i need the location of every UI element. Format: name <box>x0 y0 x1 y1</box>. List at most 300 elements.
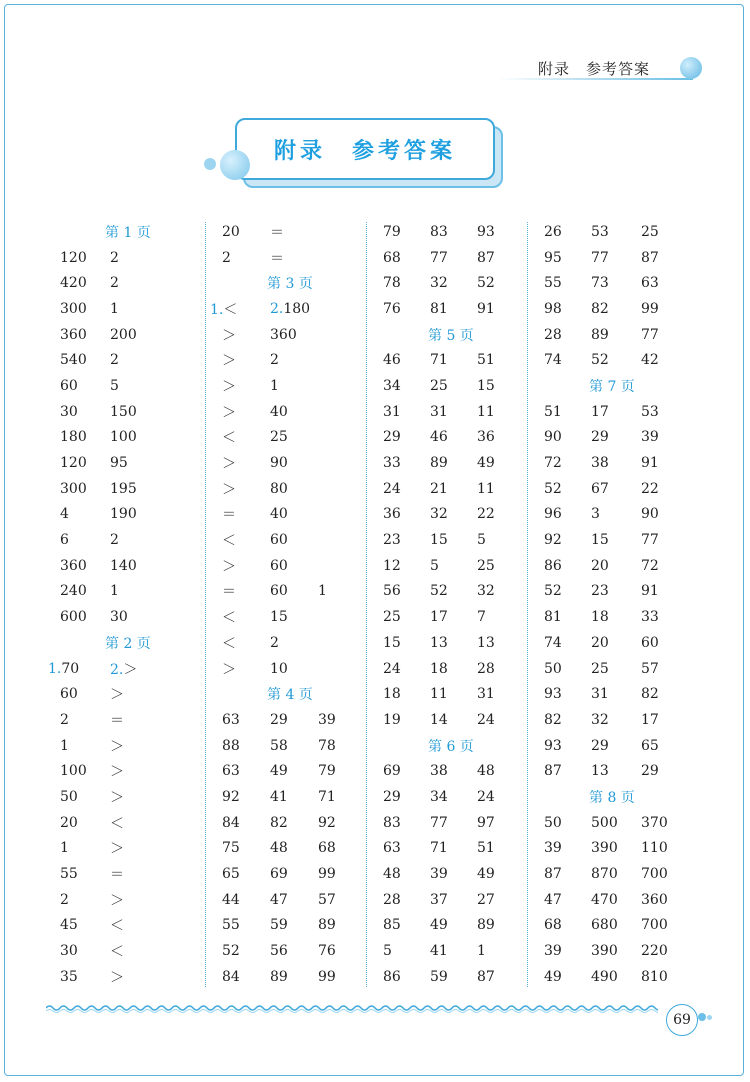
answer-cell <box>222 479 270 499</box>
answer-row <box>383 245 517 271</box>
answer-cell <box>222 427 270 447</box>
answer-value: 810 <box>641 968 668 985</box>
answer-row <box>222 450 358 476</box>
answer-row <box>222 579 358 605</box>
answer-value: ＞ <box>222 327 236 344</box>
answer-cell <box>430 378 477 394</box>
answer-cell <box>270 738 318 754</box>
answer-cell <box>430 275 477 291</box>
answer-cell <box>477 609 517 625</box>
answer-value: 63 <box>641 275 659 292</box>
answer-value: 13 <box>430 634 448 651</box>
answer-cell <box>222 376 270 396</box>
answer-cell <box>430 866 477 882</box>
answer-row <box>60 373 155 399</box>
section-label: 第 8 页 <box>589 789 635 806</box>
answer-value: 28 <box>544 326 562 343</box>
answer-row <box>383 836 517 862</box>
answer-row <box>222 784 358 810</box>
answer-cell <box>270 789 318 805</box>
answer-value: 23 <box>383 532 401 549</box>
answer-value: 25 <box>477 557 495 574</box>
answer-cell <box>383 583 430 599</box>
answer-value: 26 <box>544 223 562 240</box>
answer-value: 83 <box>430 223 448 240</box>
answer-cell <box>60 917 110 933</box>
answer-cell <box>430 481 477 497</box>
answer-value: 2 <box>60 891 69 908</box>
answer-value: 22 <box>641 480 659 497</box>
answer-value: 680 <box>591 917 618 934</box>
answer-value: 55 <box>544 275 562 292</box>
answer-value: 60 <box>270 532 288 549</box>
answer-row <box>544 219 681 245</box>
answer-value: 34 <box>383 377 401 394</box>
footer-wave-ornament <box>46 1002 658 1016</box>
answer-value: 18 <box>383 686 401 703</box>
answer-cell <box>430 455 477 471</box>
answer-cell <box>270 840 318 856</box>
answer-cell <box>544 250 591 266</box>
answer-cell <box>110 736 155 756</box>
answer-value: 72 <box>544 455 562 472</box>
answer-value: ＝ <box>270 224 284 241</box>
answer-cell <box>544 635 591 651</box>
answer-cell <box>60 327 110 343</box>
answer-row <box>60 964 155 990</box>
answer-value: ＜ <box>222 430 236 447</box>
answer-cell <box>383 917 430 933</box>
answer-cell <box>110 710 155 730</box>
answer-value: 14 <box>430 711 448 728</box>
answer-row <box>222 964 358 990</box>
answer-row <box>383 861 517 887</box>
answer-cell <box>477 943 517 959</box>
answer-cell <box>383 609 430 625</box>
answer-value: 24 <box>477 788 495 805</box>
answer-cell <box>477 404 517 420</box>
answer-value: 25 <box>270 429 288 446</box>
answer-value: 25 <box>641 223 659 240</box>
answer-value: 18 <box>591 609 609 626</box>
answer-value: ＞ <box>123 661 138 678</box>
answer-value: 24 <box>383 480 401 497</box>
answer-cell <box>222 917 270 933</box>
answer-row <box>60 347 155 373</box>
answer-value: 39 <box>430 866 448 883</box>
answer-value: 87 <box>477 968 495 985</box>
answer-cell <box>222 633 270 653</box>
answer-cell <box>222 224 270 240</box>
answer-cell <box>641 738 681 754</box>
answer-value: 63 <box>383 840 401 857</box>
answer-cell <box>318 917 358 933</box>
answer-value: 91 <box>641 583 659 600</box>
answer-value: 91 <box>477 300 495 317</box>
answer-cell <box>591 686 641 702</box>
answer-row <box>222 758 358 784</box>
answer-value: ＞ <box>110 738 124 755</box>
answer-value: 38 <box>430 763 448 780</box>
answer-row <box>383 399 517 425</box>
answer-value: 35 <box>60 968 78 985</box>
answer-value: 89 <box>430 455 448 472</box>
answer-row <box>60 784 155 810</box>
answer-value: 2 <box>110 249 119 266</box>
answer-cell <box>110 532 155 548</box>
answer-row <box>383 784 517 810</box>
answer-row <box>544 758 681 784</box>
answer-row <box>383 681 517 707</box>
answer-cell <box>383 969 430 985</box>
answer-value: 2 <box>60 711 69 728</box>
answer-cell <box>477 455 517 471</box>
answer-row <box>544 938 681 964</box>
answer-value: 490 <box>591 968 618 985</box>
answer-value: 49 <box>477 455 495 472</box>
answer-value: 99 <box>318 866 336 883</box>
answer-cell <box>430 352 477 368</box>
answer-value: 29 <box>591 429 609 446</box>
answer-cell <box>430 763 477 779</box>
section-label-row <box>222 270 358 296</box>
answer-value: 30 <box>60 943 78 960</box>
answer-value: 1 <box>60 737 69 754</box>
answer-value: 220 <box>641 943 668 960</box>
answer-cell <box>641 917 681 933</box>
answer-cell <box>110 609 155 625</box>
answer-value: 49 <box>270 763 288 780</box>
answer-cell <box>318 866 358 882</box>
answer-value: ＞ <box>222 378 236 395</box>
answer-cell <box>641 404 681 420</box>
answer-row <box>544 964 681 990</box>
section-label-row <box>383 733 517 759</box>
answer-row <box>544 604 681 630</box>
answer-value: 93 <box>477 223 495 240</box>
answer-value: 81 <box>430 300 448 317</box>
answer-cell <box>270 248 318 268</box>
answer-row <box>222 373 358 399</box>
answer-cell <box>477 378 517 394</box>
answer-cell <box>222 402 270 422</box>
answer-cell <box>641 352 681 368</box>
answer-value: 1 <box>110 300 119 317</box>
answer-value: ＝ <box>110 867 124 884</box>
answer-cell <box>222 504 270 524</box>
answer-cell <box>383 224 430 240</box>
answer-value: 74 <box>544 352 562 369</box>
answer-cell <box>383 943 430 959</box>
answer-row <box>60 399 155 425</box>
answer-cell <box>477 558 517 574</box>
answer-cell <box>591 943 641 959</box>
answer-row <box>222 707 358 733</box>
answer-value: 96 <box>544 506 562 523</box>
answer-value: 39 <box>641 429 659 446</box>
answer-row <box>60 810 155 836</box>
answer-value: 77 <box>430 249 448 266</box>
answer-cell <box>544 943 591 959</box>
answer-value: 65 <box>641 737 659 754</box>
answer-cell <box>60 609 110 625</box>
answer-row <box>222 219 358 245</box>
answer-row <box>383 707 517 733</box>
answer-value: 68 <box>383 249 401 266</box>
answer-row <box>544 502 681 528</box>
answer-cell <box>477 917 517 933</box>
answer-row <box>60 758 155 784</box>
answer-row <box>544 579 681 605</box>
answer-cell <box>544 763 591 779</box>
question-number: 1. <box>210 301 224 318</box>
answer-cell <box>60 840 110 856</box>
answer-cell <box>591 661 641 677</box>
answer-value: 33 <box>641 609 659 626</box>
answer-value: 50 <box>60 788 78 805</box>
answer-cell <box>477 532 517 548</box>
answer-cell <box>477 712 517 728</box>
answer-value: 1 <box>477 943 486 960</box>
answer-value: 82 <box>591 300 609 317</box>
answer-cell <box>477 429 517 445</box>
answer-value: 300 <box>60 300 87 317</box>
answer-cell <box>60 815 110 831</box>
answer-value: 120 <box>60 249 87 266</box>
answer-cell <box>383 352 430 368</box>
answer-column-4 <box>544 219 681 990</box>
answer-value: 92 <box>318 814 336 831</box>
answer-cell <box>477 969 517 985</box>
answer-value: 5 <box>110 377 119 394</box>
answer-row <box>222 527 358 553</box>
answer-value: 29 <box>641 763 659 780</box>
answer-value: 72 <box>641 557 659 574</box>
answer-cell <box>270 583 318 599</box>
answer-value: 390 <box>591 840 618 857</box>
header-rule <box>498 78 693 80</box>
answer-value: 30 <box>60 403 78 420</box>
answer-cell <box>383 378 430 394</box>
answer-value: 21 <box>430 480 448 497</box>
answer-value: 82 <box>544 711 562 728</box>
answer-cell <box>270 222 318 242</box>
answer-cell <box>641 969 681 985</box>
answer-value: 12 <box>383 557 401 574</box>
answer-value: ＞ <box>110 969 124 986</box>
answer-cell <box>110 787 155 807</box>
answer-cell <box>110 915 155 935</box>
answer-value: 360 <box>60 326 87 343</box>
answer-value: ＜ <box>110 918 124 935</box>
answer-cell <box>60 943 110 959</box>
answer-cell <box>383 275 430 291</box>
answer-cell <box>60 250 110 266</box>
answer-value: ＞ <box>110 841 124 858</box>
answer-row <box>544 810 681 836</box>
answer-cell <box>430 840 477 856</box>
answer-value: 22 <box>477 506 495 523</box>
answer-cell <box>318 583 358 599</box>
answer-cell <box>110 481 155 497</box>
answer-row <box>60 553 155 579</box>
answer-cell <box>544 917 591 933</box>
answer-cell <box>270 352 318 368</box>
answer-value: ＜ <box>110 944 124 961</box>
answer-row <box>222 656 358 682</box>
answer-row <box>222 913 358 939</box>
answer-value: 67 <box>591 480 609 497</box>
answer-row <box>544 322 681 348</box>
answer-cell <box>591 840 641 856</box>
answer-cell <box>318 840 358 856</box>
answer-cell <box>477 763 517 779</box>
answer-row <box>383 450 517 476</box>
answer-cell <box>591 404 641 420</box>
answer-cell <box>477 686 517 702</box>
question-number: 2. <box>270 300 284 317</box>
answer-row <box>222 604 358 630</box>
answer-value: 24 <box>477 711 495 728</box>
answer-row <box>383 604 517 630</box>
answer-value: 56 <box>383 583 401 600</box>
answer-cell <box>544 455 591 471</box>
answer-value: 18 <box>430 660 448 677</box>
section-label-row <box>222 681 358 707</box>
answer-cell <box>641 429 681 445</box>
answer-value: 15 <box>477 377 495 394</box>
section-label: 第 3 页 <box>267 276 313 293</box>
answer-value: 50 <box>544 660 562 677</box>
answer-cell <box>222 659 270 679</box>
answer-value: 76 <box>383 300 401 317</box>
answer-cell <box>430 250 477 266</box>
answer-cell <box>591 609 641 625</box>
answer-cell <box>222 530 270 550</box>
answer-cell <box>318 789 358 805</box>
answer-cell <box>110 558 155 574</box>
answer-cell <box>641 815 681 831</box>
answer-cell <box>544 275 591 291</box>
answer-value: 87 <box>544 866 562 883</box>
answer-cell <box>222 763 270 779</box>
answer-cell <box>591 327 641 343</box>
answer-cell <box>60 506 110 522</box>
answer-value: 89 <box>477 917 495 934</box>
answer-cell <box>110 352 155 368</box>
answer-cell <box>591 532 641 548</box>
answer-value: 76 <box>318 943 336 960</box>
answer-value: 7 <box>477 609 486 626</box>
answer-cell <box>383 532 430 548</box>
answer-row <box>222 836 358 862</box>
answer-value: 40 <box>270 506 288 523</box>
answer-cell <box>641 609 681 625</box>
answer-cell <box>641 635 681 651</box>
answer-cell <box>641 532 681 548</box>
answer-value: 40 <box>270 403 288 420</box>
answer-value: 82 <box>270 814 288 831</box>
answer-cell <box>591 429 641 445</box>
answer-cell <box>383 892 430 908</box>
page-number-dot <box>698 1013 706 1021</box>
answer-row <box>60 322 155 348</box>
answer-cell <box>270 635 318 651</box>
answer-value: 63 <box>222 763 240 780</box>
answer-row <box>60 681 155 707</box>
answer-value: 120 <box>60 455 87 472</box>
banner-title: 附录 参考答案 <box>273 138 456 164</box>
answer-value: 89 <box>318 917 336 934</box>
answer-cell <box>430 712 477 728</box>
answer-value: 36 <box>383 506 401 523</box>
answer-value: 53 <box>591 223 609 240</box>
answer-row <box>383 476 517 502</box>
answer-cell <box>591 738 641 754</box>
answer-row <box>544 347 681 373</box>
answer-cell <box>641 866 681 882</box>
answer-cell <box>430 892 477 908</box>
answer-value: 25 <box>591 660 609 677</box>
answer-cell <box>270 378 318 394</box>
answer-row <box>60 887 155 913</box>
answer-value: 15 <box>270 609 288 626</box>
answer-cell <box>544 661 591 677</box>
answer-row <box>383 553 517 579</box>
answer-value: 68 <box>544 917 562 934</box>
answer-cell <box>110 967 155 987</box>
answer-cell <box>477 840 517 856</box>
answer-row <box>383 810 517 836</box>
answer-row <box>222 861 358 887</box>
answer-value: 85 <box>383 917 401 934</box>
answer-value: 97 <box>477 814 495 831</box>
answer-value: 2 <box>110 275 119 292</box>
answer-cell <box>430 609 477 625</box>
answer-cell <box>383 506 430 522</box>
answer-value: 32 <box>477 583 495 600</box>
answer-row <box>60 861 155 887</box>
answer-cell <box>60 455 110 471</box>
answer-cell <box>383 455 430 471</box>
section-label-row <box>544 373 681 399</box>
answer-cell <box>544 969 591 985</box>
answer-value: 77 <box>641 326 659 343</box>
answer-cell <box>641 224 681 240</box>
answer-cell <box>222 969 270 985</box>
answer-value: 41 <box>270 788 288 805</box>
answer-cell <box>270 815 318 831</box>
answer-cell <box>544 506 591 522</box>
answer-cell <box>318 738 358 754</box>
answer-value: 700 <box>641 917 668 934</box>
answer-cell <box>430 301 477 317</box>
answer-column-3 <box>383 219 517 990</box>
answer-cell <box>110 429 155 445</box>
answer-row <box>222 399 358 425</box>
answer-value: 195 <box>110 480 137 497</box>
section-label: 第 1 页 <box>105 224 151 241</box>
section-label: 第 7 页 <box>589 378 635 395</box>
answer-cell <box>60 481 110 497</box>
answer-value: 55 <box>60 866 78 883</box>
answer-value: 58 <box>270 737 288 754</box>
answer-row <box>383 887 517 913</box>
answer-row <box>544 527 681 553</box>
answer-cell <box>430 532 477 548</box>
answer-value: 37 <box>430 891 448 908</box>
answer-value: 69 <box>383 763 401 780</box>
